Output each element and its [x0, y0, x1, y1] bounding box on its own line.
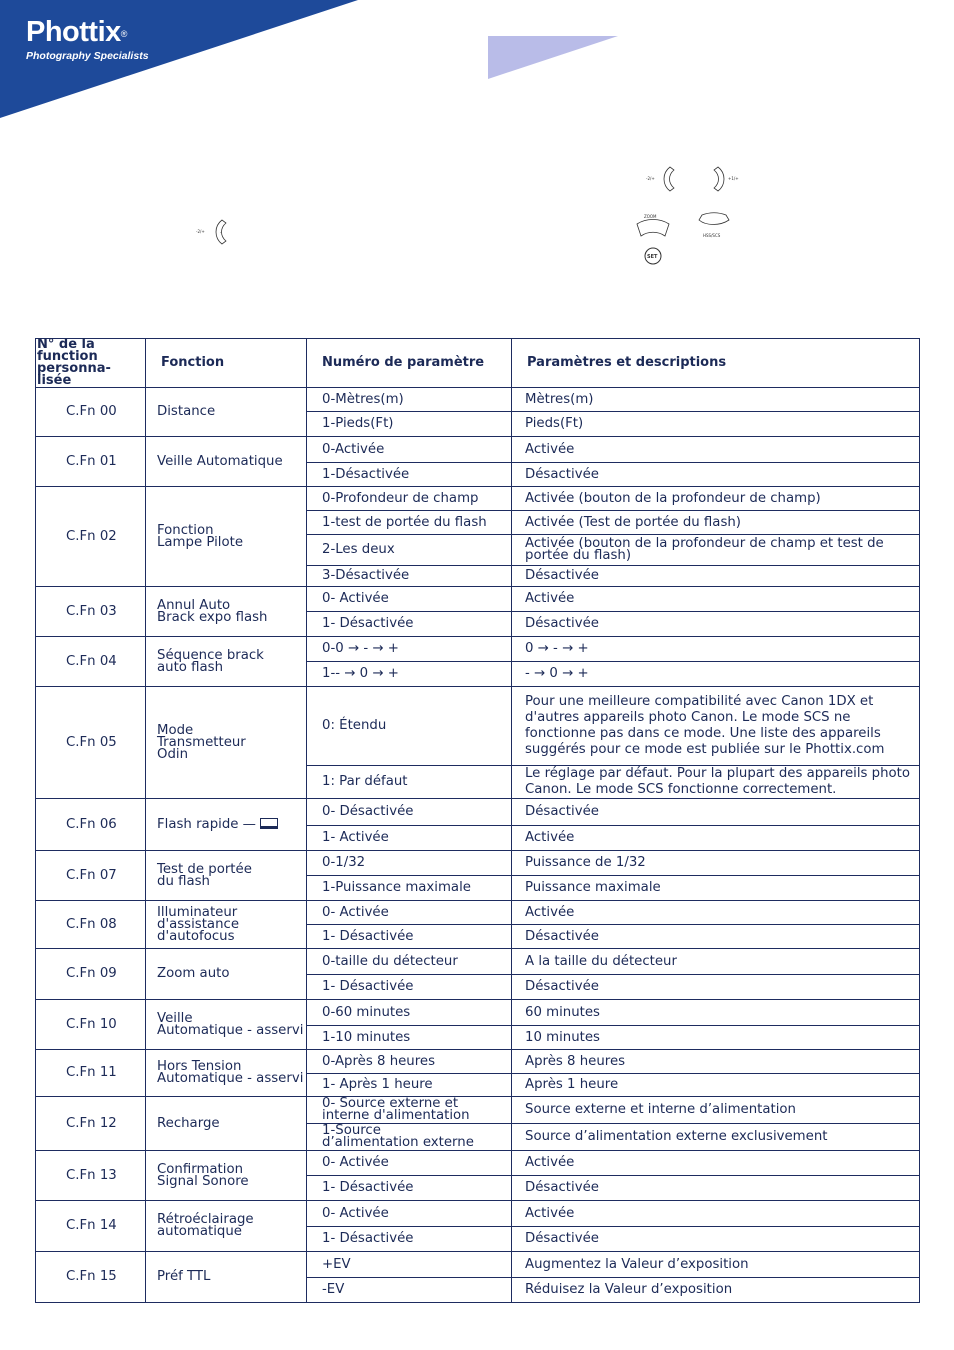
parameter-number-cell: 1-Source d’alimentation externe: [307, 1124, 512, 1151]
parameter-number-cell: 0- Activée: [307, 1201, 512, 1227]
function-name: Fonction Lampe Pilote: [157, 522, 244, 550]
function-number-cell: C.Fn 12: [36, 1097, 146, 1151]
parameter-number-cell: 3-Désactivée: [307, 566, 512, 587]
header-parameter-number: Numéro de paramètre: [307, 339, 512, 388]
function-name-cell: [146, 687, 307, 799]
parameter-description-cell: Désactivée: [512, 975, 920, 1000]
function-number-cell: C.Fn 05: [36, 687, 146, 799]
function-number-cell: C.Fn 11: [36, 1050, 146, 1097]
function-name-cell: [146, 851, 307, 901]
parameter-number-cell: 1-10 minutes: [307, 1026, 512, 1050]
function-name-cell: [146, 437, 307, 487]
parameter-number-cell: 0- Activée: [307, 587, 512, 612]
parameter-number-cell: 1- Activée: [307, 826, 512, 851]
svg-text:-2/+: -2/+: [646, 176, 655, 181]
brand-logo: [26, 16, 149, 62]
registered-mark: ®: [120, 29, 127, 39]
function-name: Flash rapide —: [157, 816, 256, 832]
function-name: Mode Transmetteur Odin: [157, 722, 246, 762]
parameter-description-cell: Activée: [512, 587, 920, 612]
function-number-cell: C.Fn 08: [36, 901, 146, 949]
parameter-description-cell: Après 8 heures: [512, 1050, 920, 1074]
function-number-cell: C.Fn 14: [36, 1201, 146, 1252]
function-name: Rétroéclairage automatique: [157, 1212, 254, 1239]
function-name: Test de portée du flash: [157, 861, 252, 889]
parameter-number-cell: 0- Source externe et interne d'alimentation: [307, 1097, 512, 1124]
parameter-description-cell: Source externe et interne d’alimentation: [512, 1097, 920, 1124]
parameter-number-cell: 0-Après 8 heures: [307, 1050, 512, 1074]
function-number-cell: C.Fn 10: [36, 1000, 146, 1050]
brand-tagline: Photography Specialists: [26, 50, 149, 62]
parameter-number-cell: 0: Étendu: [307, 687, 512, 766]
parameter-description-cell: Désactivée: [512, 799, 920, 826]
table-row: [36, 1000, 920, 1026]
svg-text:-: -: [220, 230, 222, 235]
parameter-description-cell: Réduisez la Valeur d’exposition: [512, 1278, 920, 1303]
function-name-cell: [146, 637, 307, 687]
table-row: [36, 487, 920, 511]
parameter-number-cell: 0-Profondeur de champ: [307, 487, 512, 511]
table-row: [36, 1097, 920, 1124]
function-name-cell: [146, 1050, 307, 1097]
parameter-description-cell: Augmentez la Valeur d’exposition: [512, 1252, 920, 1278]
function-number-cell: C.Fn 06: [36, 799, 146, 851]
parameter-description-cell: Activée: [512, 826, 920, 851]
parameter-number-cell: 0-Mètres(m): [307, 388, 512, 412]
parameter-number-cell: 0-0 → - → +: [307, 637, 512, 662]
parameter-number-cell: 1- Désactivée: [307, 1227, 512, 1252]
parameter-description-cell: Source d’alimentation externe exclusivement: [512, 1124, 920, 1151]
svg-text:ZOOM: ZOOM: [644, 214, 657, 219]
set-button-icon: [643, 246, 665, 266]
function-name-cell: [146, 1151, 307, 1201]
parameter-description-cell: Désactivée: [512, 463, 920, 487]
function-number-cell: C.Fn 09: [36, 949, 146, 1000]
function-name: Recharge: [157, 1115, 220, 1131]
function-number-cell: C.Fn 04: [36, 637, 146, 687]
table-row: [36, 637, 920, 662]
parameter-number-cell: 1-test de portée du flash: [307, 511, 512, 535]
table-row: [36, 1050, 920, 1074]
brand-name: Phottix: [26, 16, 121, 48]
parameter-number-cell: 1-Puissance maximale: [307, 876, 512, 901]
parameter-description-cell: Activée: [512, 1201, 920, 1227]
parameter-description-cell: 10 minutes: [512, 1026, 920, 1050]
parameter-description-cell: 60 minutes: [512, 1000, 920, 1026]
parameter-number-cell: 1- Désactivée: [307, 925, 512, 949]
parameter-description-cell: Désactivée: [512, 566, 920, 587]
function-name: Veille Automatique: [157, 453, 283, 469]
function-name-cell: [146, 1097, 307, 1151]
parameter-number-cell: +EV: [307, 1252, 512, 1278]
parameter-description-cell: Mètres(m): [512, 388, 920, 412]
function-name-cell: [146, 587, 307, 637]
table-row: [36, 587, 920, 612]
page-tab-shape: [488, 36, 620, 80]
parameter-number-cell: 0- Activée: [307, 901, 512, 925]
parameter-description-cell: Activée: [512, 1151, 920, 1176]
parameter-description-cell: Activée (bouton de la profondeur de champ et test de portée du flash): [512, 535, 920, 566]
parameter-number-cell: -EV: [307, 1278, 512, 1303]
function-name: Hors Tension Automatique - asservi: [157, 1059, 304, 1086]
header-parameter-description: Paramètres et descriptions: [512, 339, 920, 388]
plus-arrow-button-icon: [708, 165, 748, 193]
function-name: Veille Automatique - asservi: [157, 1010, 304, 1038]
custom-functions-table: [35, 338, 920, 1303]
table-row: [36, 949, 920, 975]
parameter-number-cell: 0- Activée: [307, 1151, 512, 1176]
parameter-description-cell: Après 1 heure: [512, 1074, 920, 1097]
table-row: [36, 1252, 920, 1278]
function-name-cell: [146, 1252, 307, 1303]
parameter-description-cell: Pour une meilleure compatibilité avec Canon 1DX et d'autres appareils photo Canon. Le mode SCS ne fonctionne pas dans ce mode. Une liste des appareils suggérés pour ce mode est publiée sur le Phottix.com: [512, 687, 920, 766]
table-row: [36, 901, 920, 925]
minus-arrow-button-icon: [646, 165, 680, 193]
function-number-cell: C.Fn 01: [36, 437, 146, 487]
parameter-description-cell: Activée (Test de portée du flash): [512, 511, 920, 535]
zoom-button-icon: [634, 212, 672, 242]
hss-scs-button-icon: [696, 212, 736, 242]
parameter-description-cell: Désactivée: [512, 925, 920, 949]
function-name-cell: [146, 487, 307, 587]
parameter-number-cell: 1- Désactivée: [307, 1176, 512, 1201]
table-row: [36, 1151, 920, 1176]
function-name: Zoom auto: [157, 966, 230, 981]
function-number-cell: C.Fn 02: [36, 487, 146, 587]
header-function: Fonction: [146, 339, 307, 388]
function-name-cell: [146, 1000, 307, 1050]
parameter-number-cell: 0-Activée: [307, 437, 512, 463]
function-name: Illuminateur d'assistance d'autofocus: [157, 904, 240, 944]
table-row: [36, 851, 920, 876]
function-number-cell: C.Fn 03: [36, 587, 146, 637]
parameter-description-cell: Désactivée: [512, 1227, 920, 1252]
parameter-description-cell: Puissance maximale: [512, 876, 920, 901]
parameter-description-cell: Pieds(Ft): [512, 412, 920, 437]
parameter-number-cell: 1-Pieds(Ft): [307, 412, 512, 437]
function-number-cell: C.Fn 13: [36, 1151, 146, 1201]
table-header-row: [36, 339, 920, 388]
parameter-number-cell: 1- Désactivée: [307, 612, 512, 637]
parameter-description-cell: Puissance de 1/32: [512, 851, 920, 876]
function-name: Confirmation Signal Sonore: [157, 1161, 249, 1189]
parameter-number-cell: 1-Désactivée: [307, 463, 512, 487]
table-row: [36, 388, 920, 412]
function-number-cell: C.Fn 15: [36, 1252, 146, 1303]
function-name-cell: [146, 799, 307, 851]
parameter-description-cell: Activée (bouton de la profondeur de champ): [512, 487, 920, 511]
table-row: [36, 1201, 920, 1227]
svg-text:HSS/SCS: HSS/SCS: [703, 233, 721, 238]
function-name-cell: [146, 388, 307, 437]
parameter-description-cell: 0 → - → +: [512, 637, 920, 662]
left-arrow-button-icon: [196, 218, 230, 246]
parameter-description-cell: Désactivée: [512, 612, 920, 637]
parameter-number-cell: 2-Les deux: [307, 535, 512, 566]
parameter-description-cell: A la taille du détecteur: [512, 949, 920, 975]
parameter-number-cell: 0-60 minutes: [307, 1000, 512, 1026]
parameter-description-cell: Activée: [512, 437, 920, 463]
table-row: [36, 437, 920, 463]
header-function-number: N° de la function personna-lisée: [36, 339, 146, 388]
parameter-number-cell: 0-1/32: [307, 851, 512, 876]
parameter-number-cell: 0-taille du détecteur: [307, 949, 512, 975]
parameter-number-cell: 1- Désactivée: [307, 975, 512, 1000]
function-name-cell: [146, 1201, 307, 1252]
function-name: Préf TTL: [157, 1269, 211, 1284]
parameter-description-cell: Le réglage par défaut. Pour la plupart des appareils photo Canon. Le mode SCS fonctionne correctement.: [512, 766, 920, 799]
function-number-cell: C.Fn 07: [36, 851, 146, 901]
function-number-cell: C.Fn 00: [36, 388, 146, 437]
table-row: [36, 687, 920, 766]
parameter-description-cell: Désactivée: [512, 1176, 920, 1201]
table-row: [36, 799, 920, 826]
function-name-cell: [146, 901, 307, 949]
parameter-number-cell: 1-- → 0 → +: [307, 662, 512, 687]
parameter-number-cell: 1- Après 1 heure: [307, 1074, 512, 1097]
svg-text:+1/+: +1/+: [728, 176, 739, 181]
quick-flash-icon: [260, 818, 278, 829]
parameter-description-cell: - → 0 → +: [512, 662, 920, 687]
parameter-description-cell: Activée: [512, 901, 920, 925]
function-name: Annul Auto Brack expo flash: [157, 597, 268, 625]
function-name-cell: [146, 949, 307, 1000]
function-name: Séquence brack auto flash: [157, 647, 264, 675]
svg-text:-2/+: -2/+: [196, 229, 205, 234]
table-body: [36, 388, 920, 1303]
parameter-number-cell: 1: Par défaut: [307, 766, 512, 799]
function-name: Distance: [157, 404, 216, 419]
svg-text:SET: SET: [647, 254, 658, 260]
parameter-number-cell: 0- Désactivée: [307, 799, 512, 826]
